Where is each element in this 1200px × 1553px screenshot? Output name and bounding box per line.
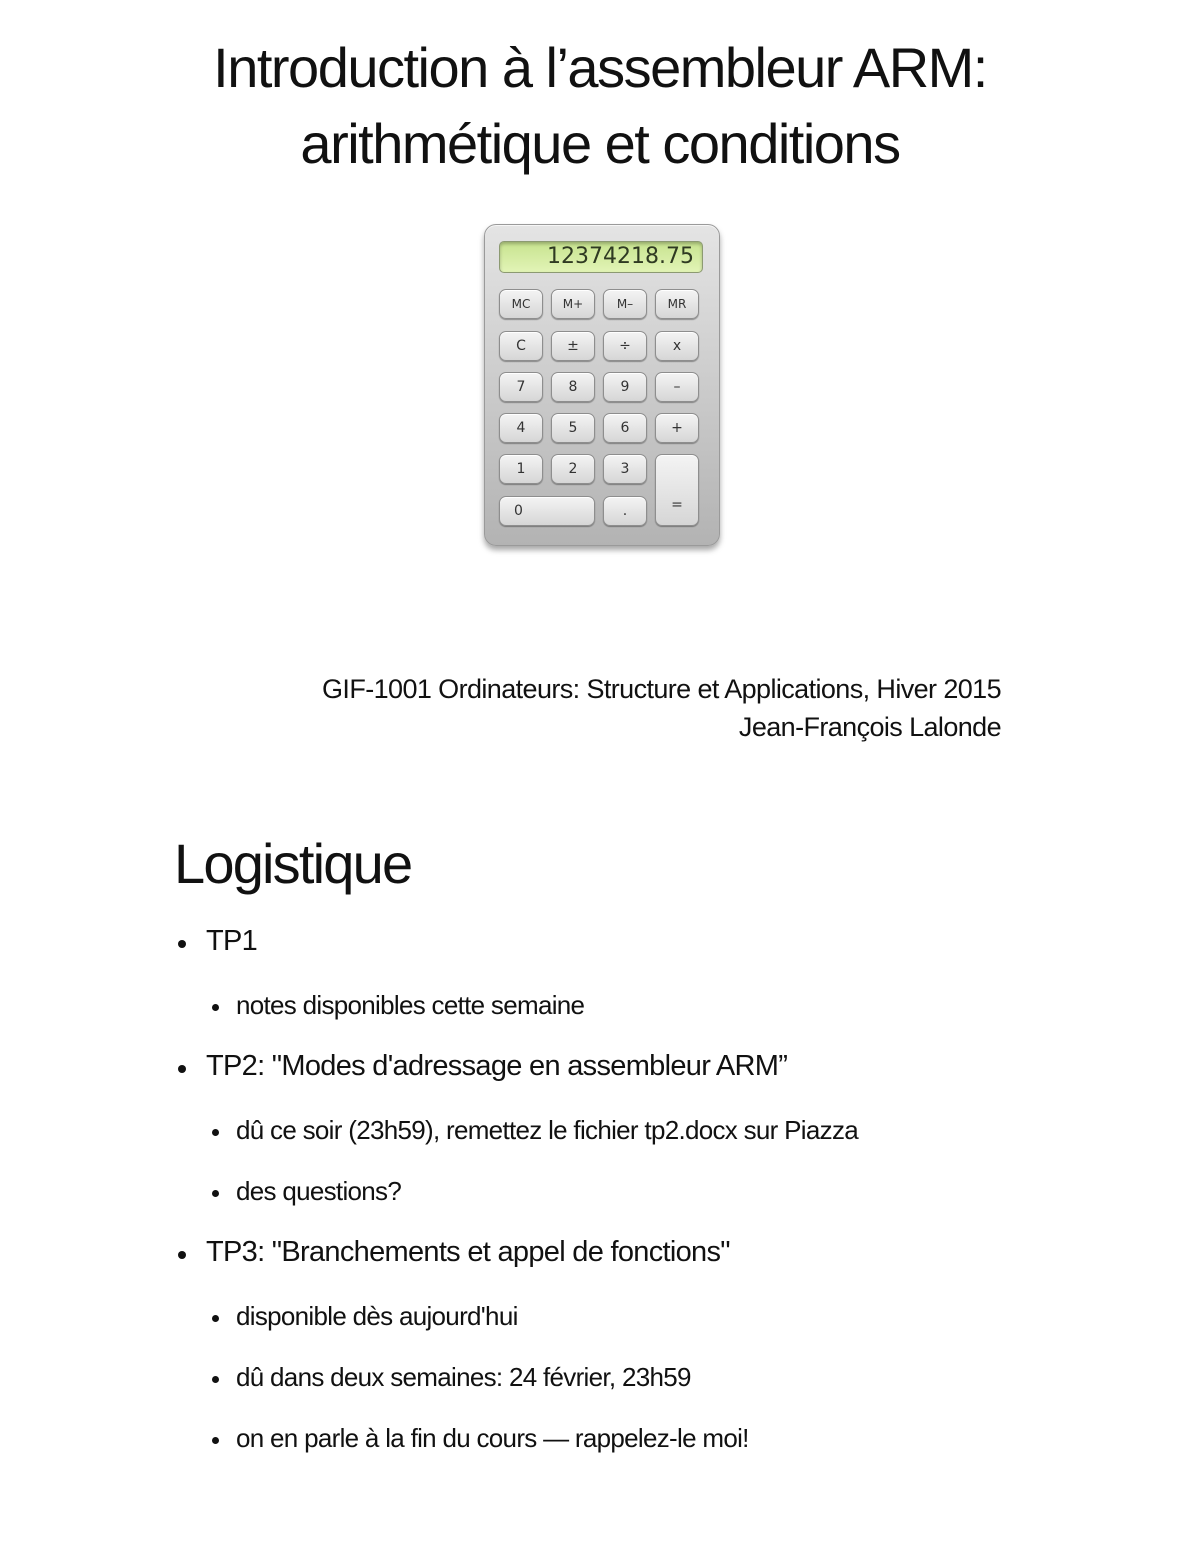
calculator-key-3: 3 [603, 454, 647, 484]
bullet-icon [212, 1004, 219, 1011]
sub-list-item [174, 980, 858, 1041]
list-item-label: TP1 [206, 925, 258, 957]
logistics-list [174, 916, 858, 1474]
calculator-key-decimal: . [603, 496, 647, 526]
calculator-key-5: 5 [551, 413, 595, 443]
calculator-key-plus: + [655, 413, 699, 443]
sub-list-item [174, 1352, 858, 1413]
course-info [322, 670, 1001, 746]
calculator-key-1: 1 [499, 454, 543, 484]
section-title: Logistique [174, 832, 412, 895]
calculator-key-0: 0 [499, 496, 595, 526]
calculator-key-divide: ÷ [603, 331, 647, 361]
sub-list-item [174, 1291, 858, 1352]
sub-list-item-label: notes disponibles cette semaine [236, 990, 585, 1020]
calculator-key-clear: C [499, 331, 543, 361]
bullet-icon [212, 1129, 219, 1136]
calculator-key-m-plus: M+ [551, 289, 595, 319]
calculator-key-7: 7 [499, 372, 543, 402]
sub-list-item-label: dû dans deux semaines: 24 février, 23h59 [236, 1362, 691, 1392]
calculator-key-4: 4 [499, 413, 543, 443]
sub-list-item-label: des questions? [236, 1176, 402, 1206]
calculator-key-minus: – [655, 372, 699, 402]
bullet-icon [178, 940, 186, 948]
list-item [174, 916, 858, 980]
slide-title-line-2: arithmétique et conditions [300, 112, 900, 175]
calculator-key-multiply: x [655, 331, 699, 361]
slide-title [0, 30, 1200, 182]
calculator-key-8: 8 [551, 372, 595, 402]
list-item-label: TP2: "Modes d'adressage en assembleur ARM” [206, 1050, 788, 1082]
sub-list-item [174, 1105, 858, 1166]
sub-list-item-label: dû ce soir (23h59), remettez le fichier tp2.docx sur Piazza [236, 1115, 859, 1145]
calculator-display: 12374218.75 [499, 241, 703, 273]
bullet-icon [212, 1376, 219, 1383]
bullet-icon [212, 1190, 219, 1197]
calculator-icon [484, 224, 720, 546]
sub-list-item-label: disponible dès aujourd'hui [236, 1301, 518, 1331]
calculator-key-equals: = [655, 454, 699, 526]
calculator-key-6: 6 [603, 413, 647, 443]
calculator-key-9: 9 [603, 372, 647, 402]
sub-list-item [174, 1413, 858, 1474]
slide-title-line-1: Introduction à l’assembleur ARM: [213, 36, 987, 99]
course-name: GIF-1001 Ordinateurs: Structure et Applications, Hiver 2015 [322, 674, 1001, 704]
sub-list-item [174, 1166, 858, 1227]
bullet-icon [212, 1315, 219, 1322]
calculator-key-mc: MC [499, 289, 543, 319]
list-item [174, 1041, 858, 1105]
list-item [174, 1227, 858, 1291]
calculator-key-mr: MR [655, 289, 699, 319]
calculator-key-2: 2 [551, 454, 595, 484]
calculator-key-m-minus: M– [603, 289, 647, 319]
calculator-key-plus-minus: ± [551, 331, 595, 361]
bullet-icon [212, 1437, 219, 1444]
author-name: Jean-François Lalonde [738, 712, 1001, 742]
bullet-icon [178, 1065, 186, 1073]
list-item-label: TP3: "Branchements et appel de fonctions" [206, 1236, 730, 1268]
bullet-icon [178, 1251, 186, 1259]
sub-list-item-label: on en parle à la fin du cours — rappelez-le moi! [236, 1423, 749, 1453]
